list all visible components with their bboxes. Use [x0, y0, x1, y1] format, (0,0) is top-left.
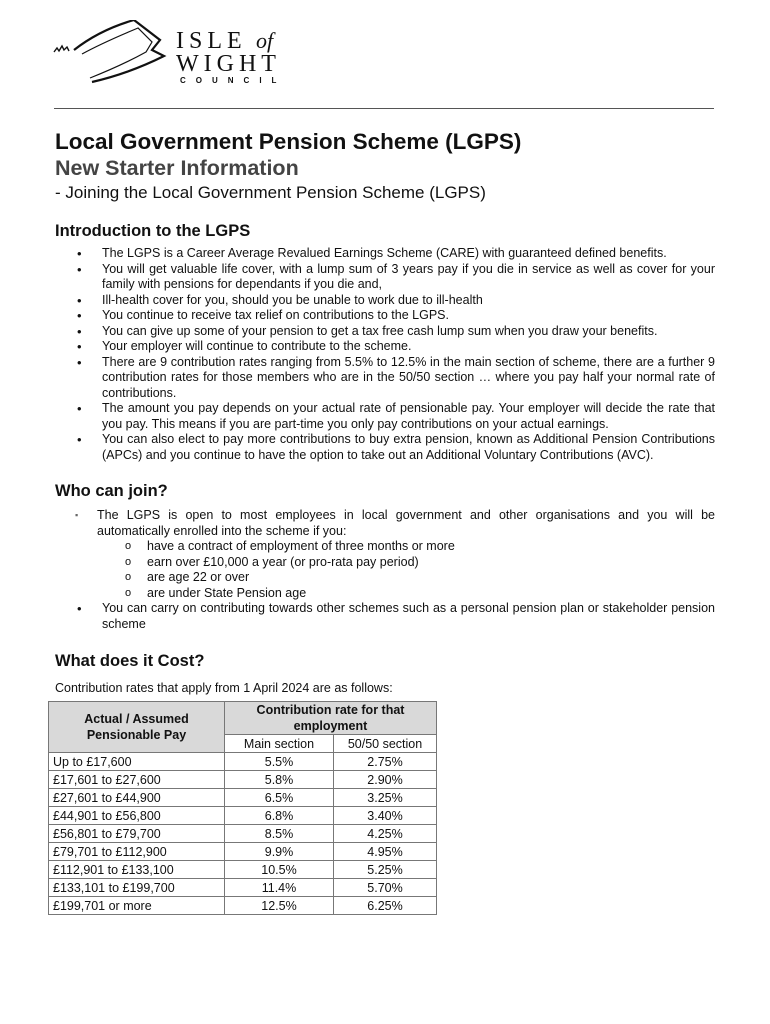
main-rate-cell: 5.5%: [225, 753, 334, 771]
who-bullet: • You can carry on contributing towards other schemes such as a personal pension plan or stakeholder pension scheme: [55, 601, 715, 632]
logo-wight-text: WIGHT: [176, 51, 281, 77]
main-rate-cell: 12.5%: [225, 897, 334, 915]
contribution-rate-header: Contribution rate for that employment: [225, 702, 437, 735]
half-rate-cell: 3.40%: [334, 807, 437, 825]
half-rate-cell: 5.70%: [334, 879, 437, 897]
intro-bullet: • Your employer will continue to contribute to the scheme.: [55, 339, 715, 355]
half-section-header: 50/50 section: [334, 735, 437, 753]
half-rate-cell: 4.95%: [334, 843, 437, 861]
intro-bullet: • Ill-health cover for you, should you be unable to work due to ill-health: [55, 293, 715, 309]
pay-band-cell: £27,601 to £44,900: [49, 789, 225, 807]
who-bullet-text: The LGPS is open to most employees in local government and other organisations and you will be automatically enrolled into the scheme if you:: [97, 508, 715, 538]
half-rate-cell: 6.25%: [334, 897, 437, 915]
intro-bullet: • The LGPS is a Career Average Revalued Earnings Scheme (CARE) with guaranteed defined benefits.: [55, 246, 715, 262]
half-rate-cell: 4.25%: [334, 825, 437, 843]
pay-band-cell: £79,701 to £112,900: [49, 843, 225, 861]
main-rate-cell: 11.4%: [225, 879, 334, 897]
intro-bullet: • You will get valuable life cover, with a lump sum of 3 years pay if you die in service as well as cover for your family with pensions for dependants if you die and,: [55, 262, 715, 293]
main-rate-cell: 6.5%: [225, 789, 334, 807]
intro-bullet: • You continue to receive tax relief on contributions to the LGPS.: [55, 308, 715, 324]
table-row: [49, 771, 437, 789]
main-rate-cell: 9.9%: [225, 843, 334, 861]
page-subtitle: New Starter Information: [55, 156, 299, 180]
cost-intro: Contribution rates that apply from 1 April 2024 are as follows:: [55, 681, 393, 695]
pay-band-header: Actual / Assumed Pensionable Pay: [49, 702, 225, 753]
half-rate-cell: 2.75%: [334, 753, 437, 771]
pay-band-cell: £199,701 or more: [49, 897, 225, 915]
pay-band-cell: £112,901 to £133,100: [49, 861, 225, 879]
logo-of-text: of: [256, 28, 274, 53]
main-rate-cell: 10.5%: [225, 861, 334, 879]
table-row: [49, 843, 437, 861]
who-bullet: [55, 508, 715, 601]
page-subline: - Joining the Local Government Pension Scheme (LGPS): [55, 183, 486, 202]
intro-bullet: • The amount you pay depends on your actual rate of pensionable pay. Your employer will decide the rate that you pay. This means if you are part-time you only pay contributions on your actual earnings.: [55, 401, 715, 432]
pay-band-cell: £17,601 to £27,600: [49, 771, 225, 789]
intro-bullet: • You can also elect to pay more contributions to buy extra pension, known as Additional Pension Contributions (APCs) and you continue to have the option to take out an Additional Voluntary Contributions (AVC).: [55, 432, 715, 463]
logo-council-text: COUNCIL: [180, 76, 287, 85]
main-rate-cell: 5.8%: [225, 771, 334, 789]
page-title: Local Government Pension Scheme (LGPS): [55, 129, 522, 154]
table-row: [49, 825, 437, 843]
contribution-rates-table: [48, 701, 437, 915]
who-conditions-list: [97, 539, 715, 601]
main-rate-cell: 8.5%: [225, 825, 334, 843]
document-body: [55, 128, 715, 915]
who-list: [55, 508, 715, 632]
intro-bullet: • You can give up some of your pension to get a tax free cash lump sum when you draw your benefits.: [55, 324, 715, 340]
pay-band-cell: Up to £17,600: [49, 753, 225, 771]
who-condition: o are age 22 or over: [97, 570, 715, 586]
pay-band-cell: £133,101 to £199,700: [49, 879, 225, 897]
coastline-icon: [52, 20, 182, 86]
logo-isle-text: ISLE: [176, 28, 247, 54]
header-divider: [54, 108, 714, 109]
half-rate-cell: 5.25%: [334, 861, 437, 879]
intro-bullet: • There are 9 contribution rates ranging from 5.5% to 12.5% in the main section of scheme, there are a further 9 contribution rates for those members who are in the 50/50 section … where you pay half your normal rate of contributions.: [55, 355, 715, 402]
who-condition: o earn over £10,000 a year (or pro-rata pay period): [97, 555, 715, 571]
main-rate-cell: 6.8%: [225, 807, 334, 825]
table-row: [49, 897, 437, 915]
table-row: [49, 807, 437, 825]
table-row: [49, 861, 437, 879]
intro-list: [55, 246, 715, 463]
intro-heading: Introduction to the LGPS: [55, 222, 251, 240]
half-rate-cell: 3.25%: [334, 789, 437, 807]
who-condition: o have a contract of employment of three months or more: [97, 539, 715, 555]
who-heading: Who can join?: [55, 482, 168, 500]
cost-heading: What does it Cost?: [55, 652, 205, 670]
table-row: [49, 879, 437, 897]
table-row: [49, 753, 437, 771]
half-rate-cell: 2.90%: [334, 771, 437, 789]
table-row: [49, 789, 437, 807]
who-condition: o are under State Pension age: [97, 586, 715, 602]
council-logo: [52, 20, 292, 86]
main-section-header: Main section: [225, 735, 334, 753]
pay-band-cell: £44,901 to £56,800: [49, 807, 225, 825]
pay-band-cell: £56,801 to £79,700: [49, 825, 225, 843]
